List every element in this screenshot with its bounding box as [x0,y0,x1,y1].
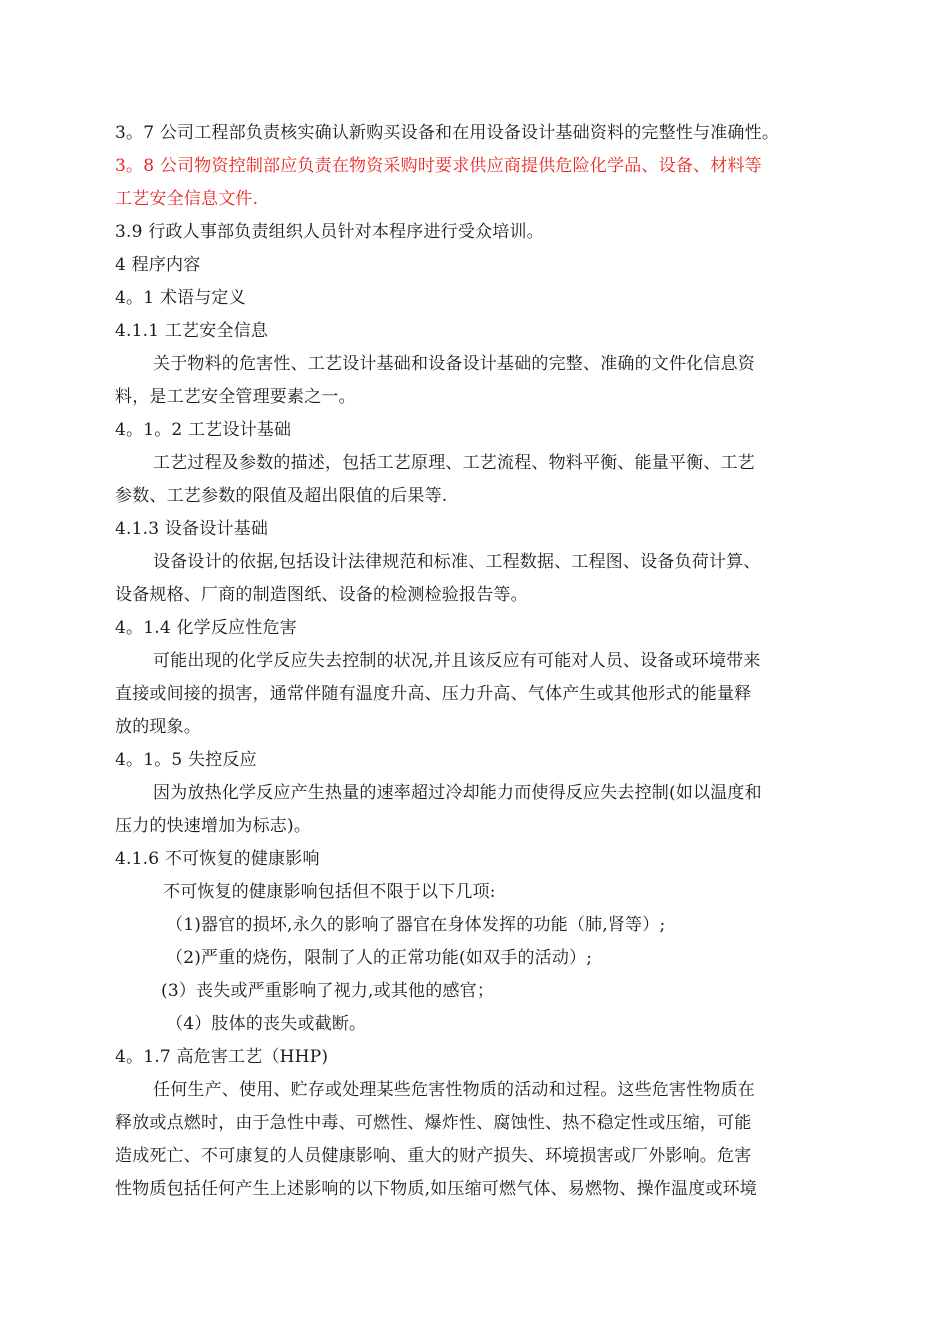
body-4-1-7-line-4: 性物质包括任何产生上述影响的以下物质,如压缩可燃气体、易燃物、操作温度或环境 [115,1179,758,1199]
body-4-1-1-line-2: 料，是工艺安全管理要素之一。 [115,387,356,407]
body-4-1-7-line-1: 任何生产、使用、贮存或处理某些危害性物质的活动和过程。这些危害性物质在 [153,1080,755,1100]
body-4-1-7-line-3: 造成死亡、不可康复的人员健康影响、重大的财产损失、环境损害或厂外影响。危害 [115,1146,752,1166]
body-4-1-2-line-2: 参数、工艺参数的限值及超出限值的后果等. [115,486,448,506]
heading-4-1-3: 4.1.3 设备设计基础 [115,519,269,539]
heading-4-1-2: 4。1。2 工艺设计基础 [115,420,292,440]
section-heading-4: 4 程序内容 [115,255,201,275]
heading-4-1-7: 4。1.7 高危害工艺（HHP) [115,1047,329,1067]
body-4-1-5-line-1: 因为放热化学反应产生热量的速率超过冷却能力而使得反应失去控制(如以温度和 [153,783,762,803]
body-4-1-1-line-1: 关于物料的危害性、工艺设计基础和设备设计基础的完整、准确的文件化信息资 [153,354,755,374]
paragraph-3-8-line-2: 工艺安全信息文件. [115,189,259,209]
body-4-1-3-line-1: 设备设计的依据,包括设计法律规范和标准、工程数据、工程图、设备负荷计算、 [153,552,761,572]
body-4-1-3-line-2: 设备规格、厂商的制造图纸、设备的检测检验报告等。 [115,585,528,605]
heading-4-1-5: 4。1。5 失控反应 [115,750,257,770]
body-4-1-5-line-2: 压力的快速增加为标志)。 [115,816,312,836]
heading-4-1-1: 4.1.1 工艺安全信息 [115,321,269,341]
paragraph-3-8-line-1: 3。8 公司物资控制部应负责在物资采购时要求供应商提供危险化学品、设备、材料等 [115,156,762,176]
document-body [115,117,840,1206]
heading-4-1-6: 4.1.6 不可恢复的健康影响 [115,849,320,869]
list-item-3: (3）丧失或严重影响了视力,或其他的感官； [161,981,495,1001]
body-4-1-4-line-1: 可能出现的化学反应失去控制的状况,并且该反应有可能对人员、设备或环境带来 [153,651,761,671]
list-item-4: （4）肢体的丧失或截断。 [166,1014,367,1034]
heading-4-1-4: 4。1.4 化学反应性危害 [115,618,297,638]
body-4-1-7-line-2: 释放或点燃时，由于急性中毒、可燃性、爆炸性、腐蚀性、热不稳定性或压缩，可能 [115,1113,752,1133]
paragraph-3-7: 3。7 公司工程部负责核实确认新购买设备和在用设备设计基础资料的完整性与准确性。 [115,123,780,143]
list-item-1: （1)器官的损坏,永久的影响了器官在身体发挥的功能（肺,肾等）; [166,915,666,935]
list-item-2: （2)严重的烧伤，限制了人的正常功能(如双手的活动）; [166,948,593,968]
body-4-1-4-line-3: 放的现象。 [115,717,201,737]
body-4-1-4-line-2: 直接或间接的损害，通常伴随有温度升高、压力升高、气体产生或其他形式的能量释 [115,684,752,704]
body-4-1-2-line-1: 工艺过程及参数的描述，包括工艺原理、工艺流程、物料平衡、能量平衡、工艺 [153,453,755,473]
section-heading-4-1: 4。1 术语与定义 [115,288,246,308]
body-4-1-6-intro: 不可恢复的健康影响包括但不限于以下几项: [163,882,496,902]
paragraph-3-9: 3.9 行政人事部负责组织人员针对本程序进行受众培训。 [115,222,544,242]
